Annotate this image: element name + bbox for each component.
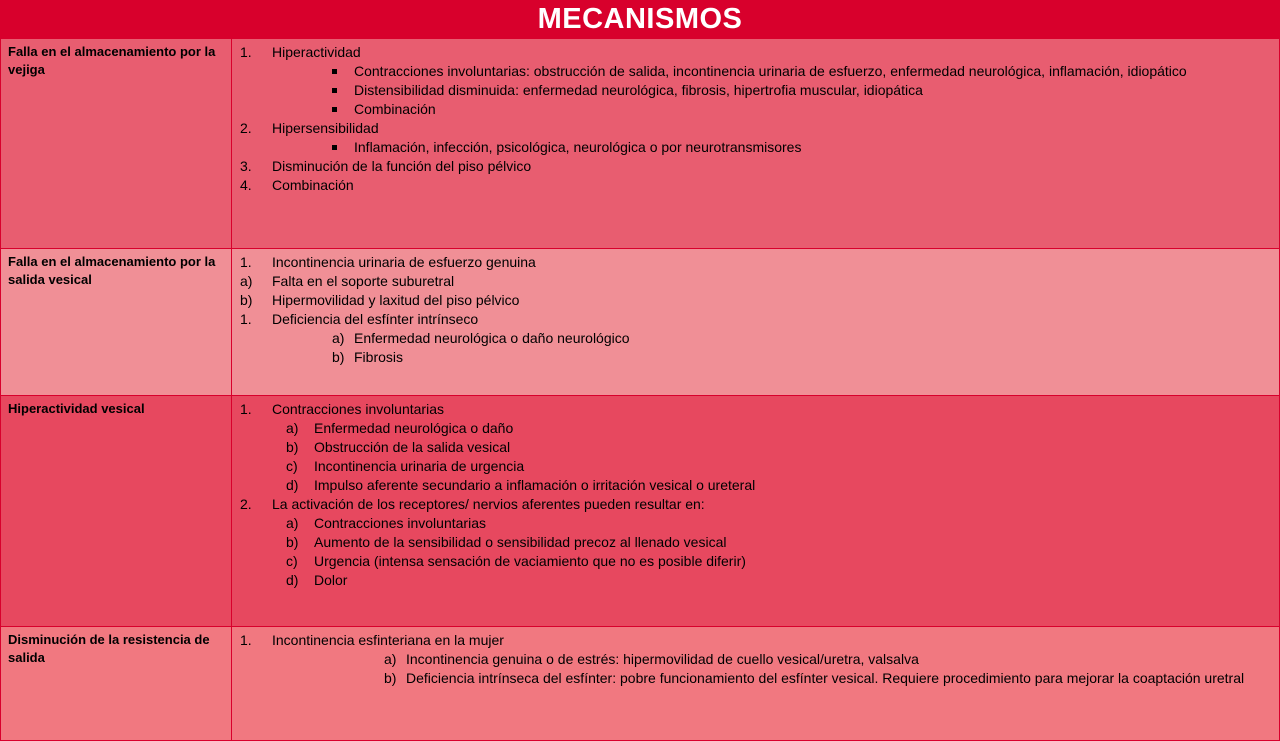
list-item-text: Incontinencia urinaria de esfuerzo genuina <box>272 254 536 270</box>
list-marker: c) <box>286 553 298 569</box>
table-row <box>1 396 1280 627</box>
list-item <box>240 669 1279 688</box>
title-bar <box>0 0 1280 38</box>
list-item-text: Enfermedad neurológica o daño neurológico <box>354 330 630 346</box>
list-item <box>240 119 1279 138</box>
list-item <box>240 476 1279 495</box>
list-item <box>240 457 1279 476</box>
list-item <box>240 100 1279 119</box>
list-marker: b) <box>286 534 299 550</box>
list-item <box>240 329 1279 348</box>
content-cell <box>232 249 1280 396</box>
table-row <box>1 249 1280 396</box>
category-cell: Falla en el almacenamiento por la vejiga <box>1 39 232 249</box>
list-marker: b) <box>286 439 299 455</box>
list-item <box>240 81 1279 100</box>
list-item-text: Deficiencia del esfínter intrínseco <box>272 311 479 327</box>
list-item-text: Disminución de la función del piso pélvico <box>272 158 532 174</box>
list-item-text: Hipersensibilidad <box>272 120 379 136</box>
list-marker: 1. <box>240 401 252 417</box>
list-item-text: Incontinencia genuina o de estrés: hipermovilidad de cuello vesical/uretra, valsalva <box>406 651 919 667</box>
list-item-text: Enfermedad neurológica o daño <box>314 420 514 436</box>
list-item <box>240 176 1279 195</box>
category-cell: Hiperactividad vesical <box>1 396 232 627</box>
list-item <box>240 62 1279 81</box>
list-item-text: La activación de los receptores/ nervios aferentes pueden resultar en: <box>272 496 705 512</box>
list-marker: a) <box>240 273 253 289</box>
content-cell <box>232 39 1280 249</box>
list-item-text: Falta en el soporte suburetral <box>272 273 455 289</box>
content-cell <box>232 396 1280 627</box>
square-bullet-icon <box>332 69 337 74</box>
list-marker: 2. <box>240 496 252 512</box>
list-item <box>240 571 1279 590</box>
list-item <box>240 552 1279 571</box>
category-cell: Falla en el almacenamiento por la salida vesical <box>1 249 232 396</box>
list-item <box>240 348 1279 367</box>
list-item-text: Distensibilidad disminuida: enfermedad neurológica, fibrosis, hipertrofia muscular, idiopática <box>354 82 923 98</box>
list-item <box>240 650 1279 669</box>
list-item-text: Combinación <box>272 177 354 193</box>
list-item-text: Aumento de la sensibilidad o sensibilidad precoz al llenado vesical <box>314 534 727 550</box>
slide-title: MECANISMOS <box>537 2 743 35</box>
list-item-text: Inflamación, infección, psicológica, neurológica o por neurotransmisores <box>354 139 802 155</box>
list-item-text: Urgencia (intensa sensación de vaciamiento que no es posible diferir) <box>314 553 746 569</box>
list-item <box>240 272 1279 291</box>
mechanisms-table <box>0 38 1280 741</box>
list-marker: d) <box>286 477 299 493</box>
list-marker: 2. <box>240 120 252 136</box>
list-item-text: Deficiencia intrínseca del esfínter: pobre funcionamiento del esfínter vesical. Requiere procedimiento para mejorar la coaptación uretral <box>406 670 1245 686</box>
list-item <box>240 157 1279 176</box>
list-marker: b) <box>332 349 345 365</box>
list-item <box>240 631 1279 650</box>
list-marker: d) <box>286 572 299 588</box>
square-bullet-icon <box>332 145 337 150</box>
list-item <box>240 495 1279 514</box>
list-item-text: Impulso aferente secundario a inflamación o irritación vesical o ureteral <box>314 477 756 493</box>
list-marker: 1. <box>240 44 252 60</box>
list-marker: a) <box>332 330 345 346</box>
list-marker: a) <box>286 420 299 436</box>
list-item <box>240 43 1279 62</box>
square-bullet-icon <box>332 88 337 93</box>
list-item-text: Hipermovilidad y laxitud del piso pélvico <box>272 292 520 308</box>
list-item <box>240 438 1279 457</box>
list-marker: 3. <box>240 158 252 174</box>
list-marker: b) <box>384 670 397 686</box>
list-marker: b) <box>240 292 253 308</box>
list-marker: 1. <box>240 254 252 270</box>
content-cell <box>232 627 1280 741</box>
list-marker: 1. <box>240 632 252 648</box>
list-item-text: Incontinencia esfinteriana en la mujer <box>272 632 504 648</box>
list-item <box>240 533 1279 552</box>
list-item <box>240 253 1279 272</box>
list-marker: a) <box>384 651 397 667</box>
list-marker: 4. <box>240 177 252 193</box>
list-item <box>240 400 1279 419</box>
list-marker: 1. <box>240 311 252 327</box>
list-item-text: Contracciones involuntarias: obstrucción de salida, incontinencia urinaria de esfuerzo, enfermedad neurológica, inflamación, idiopático <box>354 63 1187 79</box>
list-item-text: Fibrosis <box>354 349 404 365</box>
list-item-text: Dolor <box>314 572 348 588</box>
table-row <box>1 39 1280 249</box>
list-item-text: Combinación <box>354 101 436 117</box>
square-bullet-icon <box>332 107 337 112</box>
list-item-text: Contracciones involuntarias <box>272 401 444 417</box>
list-item-text: Hiperactividad <box>272 44 361 60</box>
list-item-text: Obstrucción de la salida vesical <box>314 439 511 455</box>
list-item <box>240 291 1279 310</box>
list-item-text: Incontinencia urinaria de urgencia <box>314 458 525 474</box>
list-marker: a) <box>286 515 299 531</box>
list-item <box>240 138 1279 157</box>
list-item <box>240 419 1279 438</box>
category-cell: Disminución de la resistencia de salida <box>1 627 232 741</box>
table-row <box>1 627 1280 741</box>
list-item <box>240 310 1279 329</box>
list-item-text: Contracciones involuntarias <box>314 515 486 531</box>
list-item <box>240 514 1279 533</box>
list-marker: c) <box>286 458 298 474</box>
